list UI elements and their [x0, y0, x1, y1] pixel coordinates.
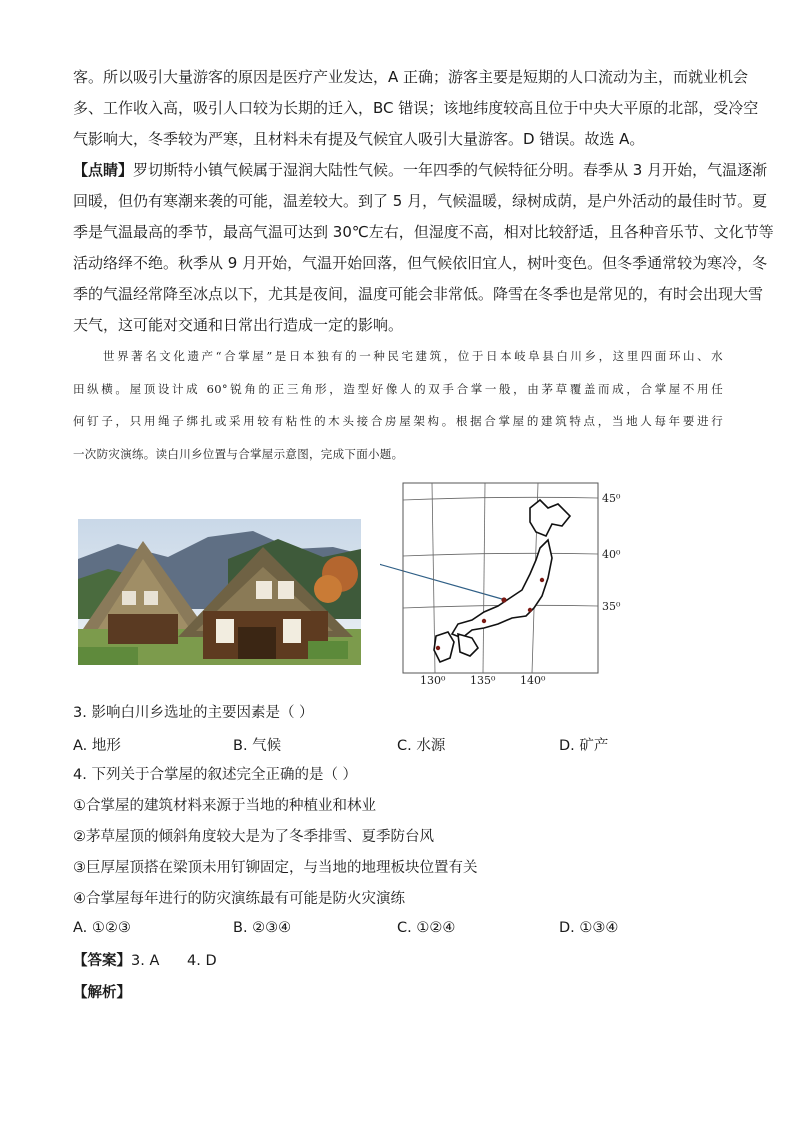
q4-statement-2: ②茅草屋顶的倾斜角度较大是为了冬季排雪、夏季防台风	[73, 829, 434, 845]
q3-option-b[interactable]: B. 气候	[233, 738, 282, 754]
text-line: 一次防灾演练。读白川乡位置与合掌屋示意图，完成下面小题。	[73, 446, 404, 461]
analysis-tag: 【解析】	[73, 985, 131, 1001]
q4-option-c[interactable]: C. ①②④	[397, 920, 456, 936]
text-line: 季的气温经常降至冰点以下，尤其是夜间，温度可能会非常低。降雪在冬季也是常见的，有时会出现大雪	[73, 285, 764, 303]
q4-option-d[interactable]: D. ①③④	[559, 920, 619, 936]
dianjing-line: 罗切斯特小镇气候属于湿润大陆性气候。一年四季的气候特征分明。春季从 3 月开始，气温逐渐	[133, 161, 768, 179]
text-line: 何钉子，只用绳子绑扎或采用较有粘性的木头接合房屋架构。根据合掌屋的建筑特点，当地人每年要进行	[73, 414, 723, 428]
q4-statement-1: ①合掌屋的建筑材料来源于当地的种植业和林业	[73, 798, 376, 814]
q3-option-d[interactable]: D. 矿产	[559, 738, 609, 754]
q4-option-b[interactable]: B. ②③④	[233, 920, 292, 936]
text-line: 回暖，但仍有寒潮来袭的可能，温差较大。到了 5 月，气候温暖，绿树成荫，是户外活动的最佳时节。夏	[73, 192, 768, 210]
q3-option-a[interactable]: A. 地形	[73, 738, 121, 754]
text-line: 天气，这可能对交通和日常出行造成一定的影响。	[73, 316, 404, 334]
text-line: 季是气温最高的季节，最高气温可达到 30℃左右，但湿度不高，相对比较舒适，且各种音乐节、文化节等	[73, 223, 774, 241]
japan-outline	[434, 500, 570, 662]
text-line: 气影响大，冬季较为严寒，且材料未有提及气候宜人吸引大量游客。D 错误。故选 A。	[73, 130, 645, 148]
lat-label-35: 35⁰	[602, 600, 621, 613]
question-4-stem: 4. 下列关于合掌屋的叙述完全正确的是（ ）	[73, 767, 358, 783]
analysis-previous	[73, 62, 759, 155]
answer-tag: 【答案】	[73, 953, 131, 969]
q4-statement-4: ④合掌屋每年进行的防灾演练最有可能是防火灾演练	[73, 891, 405, 907]
answer-line	[73, 951, 217, 971]
text-line: 活动络绎不绝。秋季从 9 月开始，气温开始回落，但气候依旧宜人，树叶变色。但冬季通常较为寒冷，冬	[73, 254, 768, 272]
text-line: 田纵横。屋顶设计成 60°锐角的正三角形，造型好像人的双手合掌一般，由茅草覆盖而成，合掌屋不用任	[73, 381, 723, 396]
dianjing-section	[73, 155, 774, 341]
lon-label-140: 140⁰	[520, 674, 546, 687]
q4-option-a[interactable]: A. ①②③	[73, 920, 131, 936]
material-text	[73, 340, 723, 470]
lat-label-45: 45⁰	[602, 492, 621, 505]
japan-location-map	[380, 478, 640, 688]
text-line: 多、工作收入高，吸引人口较为长期的迁入，BC 错误；该地纬度较高且位于中央大平原的北部，受冷空	[73, 99, 759, 117]
text-line: 世界著名文化遗产“合掌屋”是日本独有的一种民宅建筑，位于日本岐阜县白川乡，这里四面环山、水	[103, 349, 723, 363]
text-line: 客。所以吸引大量游客的原因是医疗产业发达，A 正确；游客主要是短期的人口流动为主，而就业机会	[73, 68, 749, 86]
lat-label-40: 40⁰	[602, 548, 621, 561]
graticule	[403, 483, 598, 673]
lon-label-130: 130⁰	[420, 674, 446, 687]
text-line	[73, 155, 768, 186]
q3-option-c[interactable]: C. 水源	[397, 738, 446, 754]
gassho-house-photo	[78, 519, 361, 665]
q4-statement-3: ③巨厚屋顶搭在梁顶未用钉铆固定，与当地的地理板块位置有关	[73, 860, 478, 876]
analysis-heading	[73, 983, 131, 1003]
dianjing-tag: 【点睛】	[73, 161, 134, 179]
lon-label-135: 135⁰	[470, 674, 496, 687]
question-3-stem: 3. 影响白川乡选址的主要因素是（ ）	[73, 705, 314, 721]
answer-text: 3. A 4. D	[131, 953, 217, 969]
